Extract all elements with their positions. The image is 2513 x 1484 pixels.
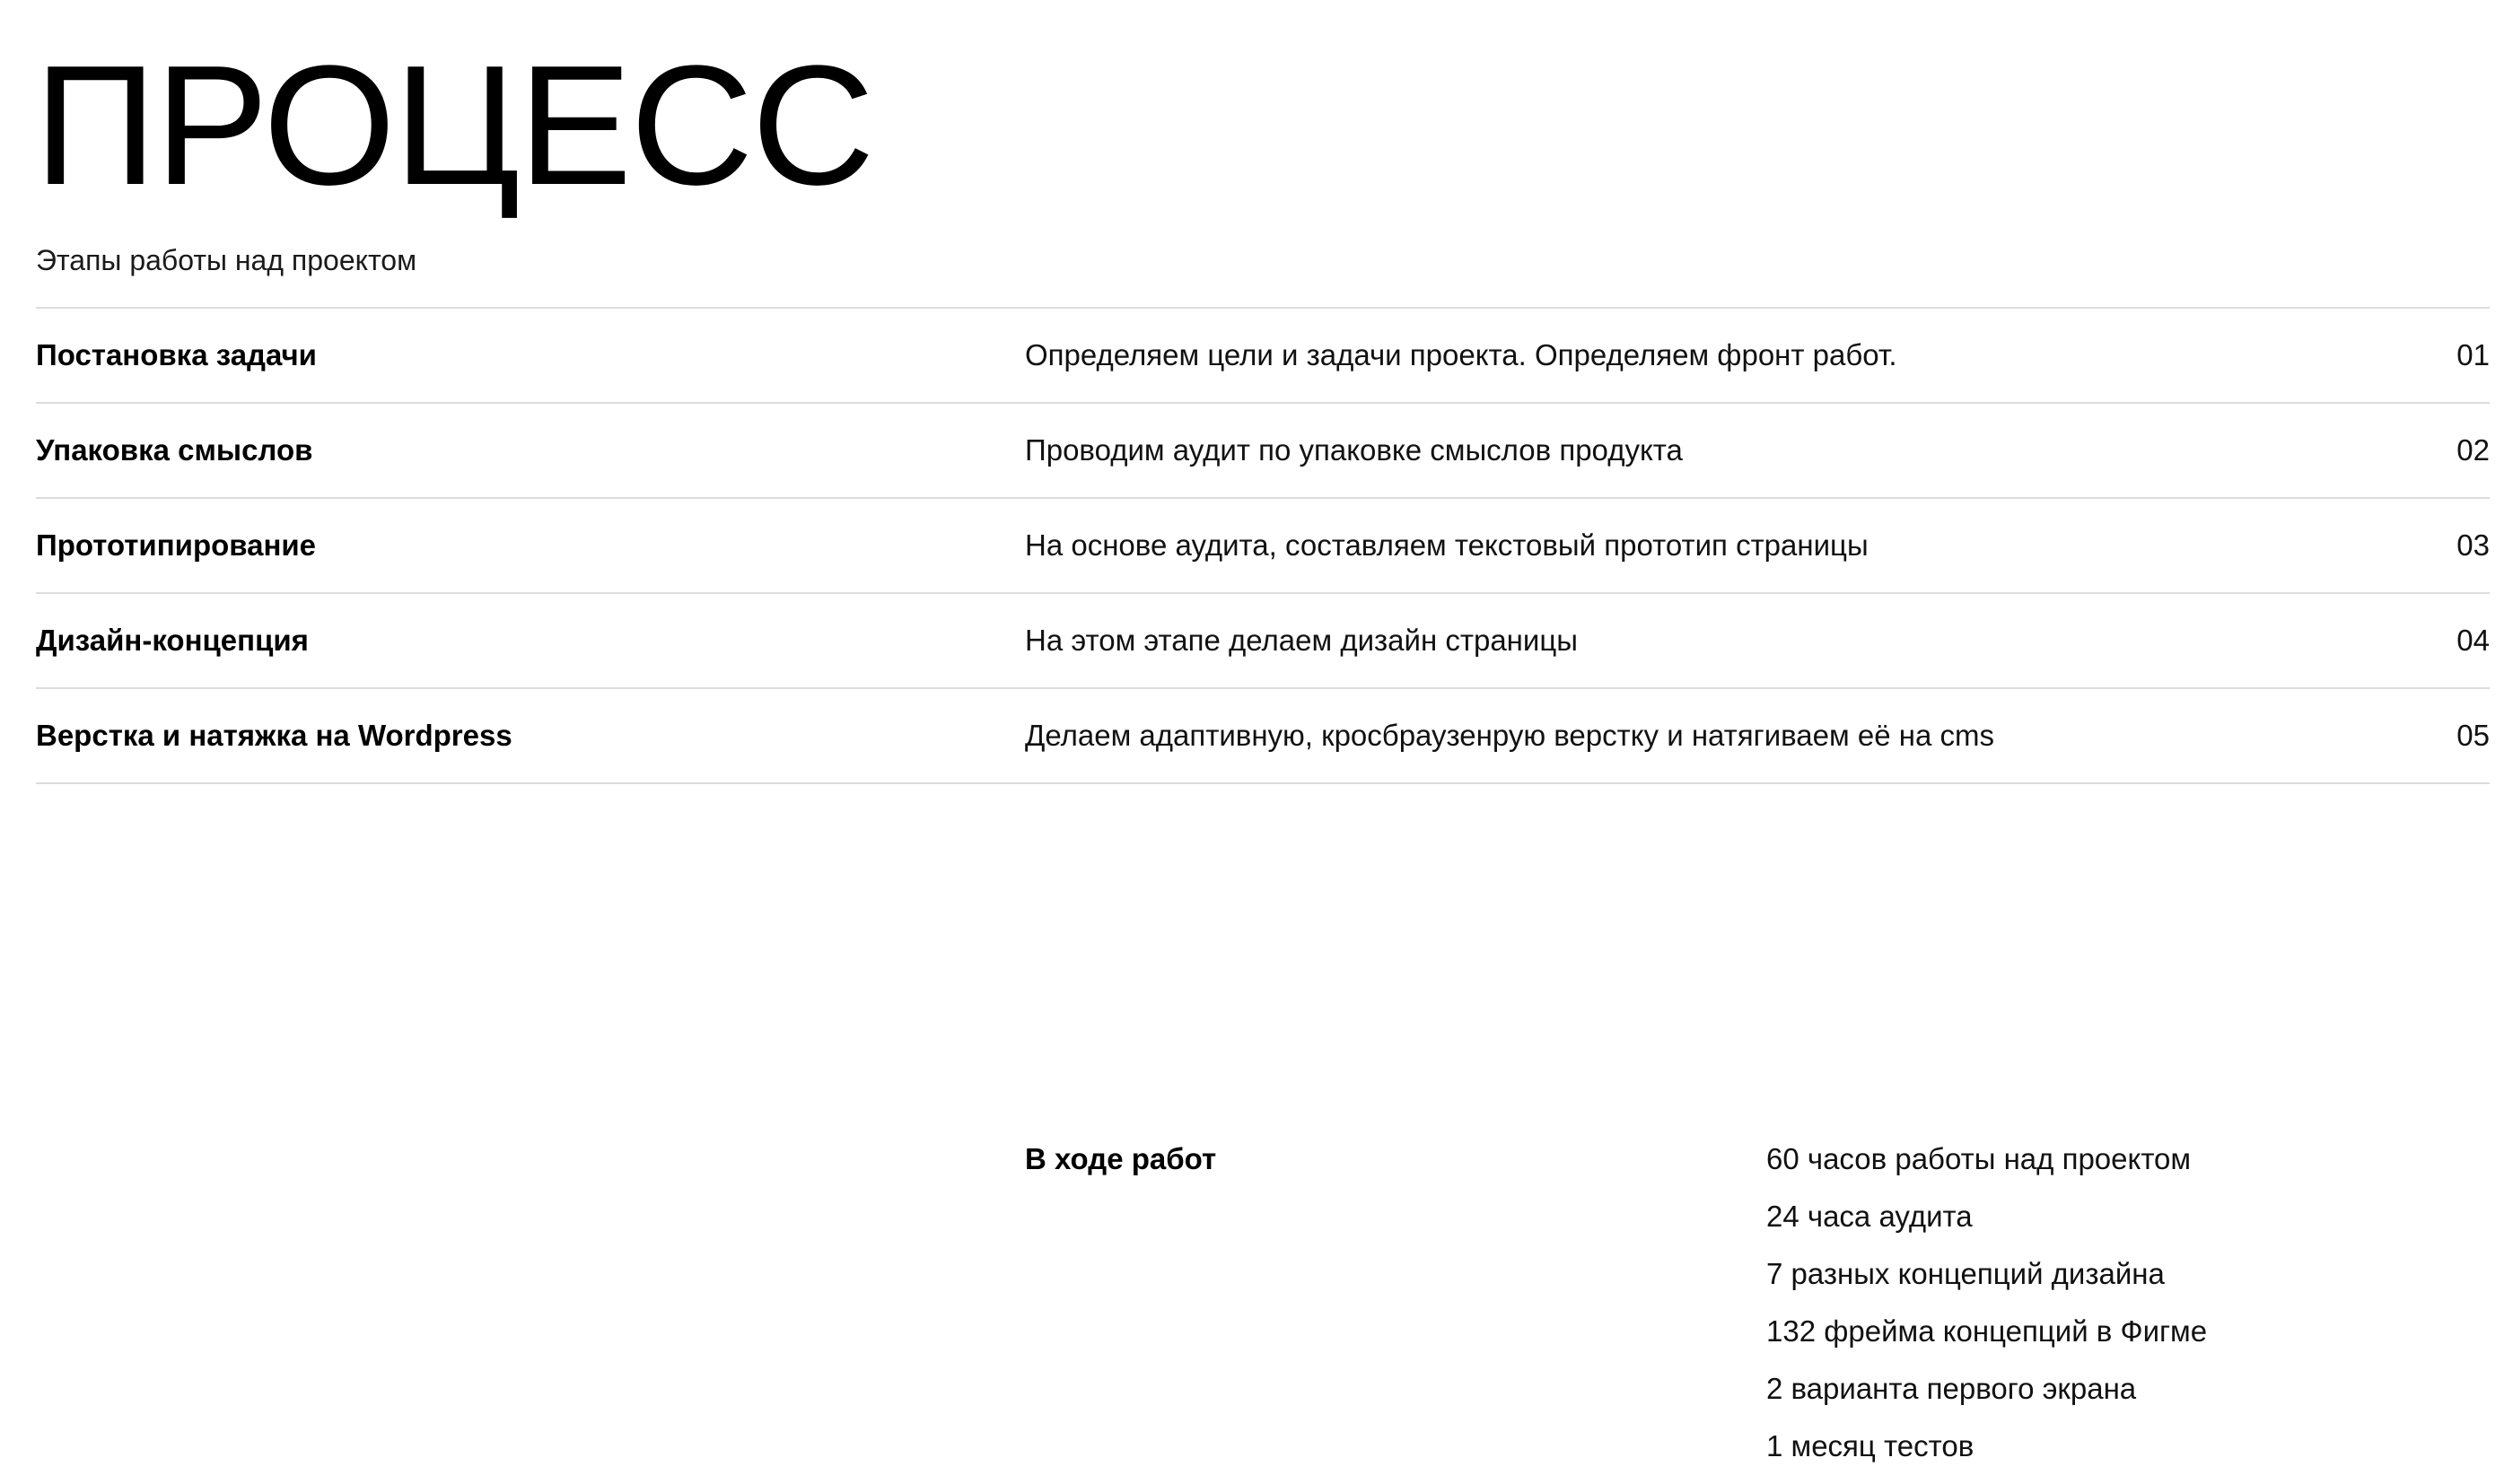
stage-number: 02 <box>2456 433 2490 467</box>
fact-item: 60 часов работы над проектом <box>1766 1142 2192 1175</box>
stage-description: На основе аудита, составляем текстовый прототип страницы <box>1025 528 1869 562</box>
fact-item: 1 месяц тестов <box>1766 1429 1974 1462</box>
stage-title: Упаковка смыслов <box>36 433 313 467</box>
stage-row <box>36 309 2490 404</box>
fact-item: 2 варианта первого экрана <box>1766 1372 2137 1405</box>
stage-title: Постановка задачи <box>36 338 317 371</box>
fact-item: 7 разных концепций дизайна <box>1766 1257 2165 1290</box>
fact-item: 132 фрейма концепций в Фигме <box>1766 1314 2208 1348</box>
stage-row <box>36 594 2490 689</box>
stages-list <box>36 307 2490 784</box>
stage-row <box>36 404 2490 499</box>
stage-description: Делаем адаптивную, кросбраузенрую верстку и натягиваем её на cms <box>1025 719 1994 752</box>
stage-number: 01 <box>2456 338 2490 371</box>
stage-number: 04 <box>2456 624 2490 657</box>
stage-row <box>36 499 2490 594</box>
page-title: ПРОЦЕСС <box>34 31 873 221</box>
page-subtitle: Этапы работы над проектом <box>36 244 417 276</box>
facts-list <box>1766 1139 2207 1484</box>
stage-description: Определяем цели и задачи проекта. Определяем фронт работ. <box>1025 338 1897 371</box>
fact-item: 24 часа аудита <box>1766 1200 1973 1233</box>
stage-number: 05 <box>2456 719 2490 752</box>
stage-row <box>36 689 2490 784</box>
stage-title: Дизайн-концепция <box>36 624 309 657</box>
stage-title: Верстка и натяжка на Wordpress <box>36 719 512 752</box>
progress-heading: В ходе работ <box>1025 1142 1217 1175</box>
stage-title: Прототипирование <box>36 528 317 562</box>
stage-description: На этом этапе делаем дизайн страницы <box>1025 624 1578 657</box>
stage-number: 03 <box>2456 528 2490 562</box>
stage-description: Проводим аудит по упаковке смыслов продукта <box>1025 433 1683 467</box>
